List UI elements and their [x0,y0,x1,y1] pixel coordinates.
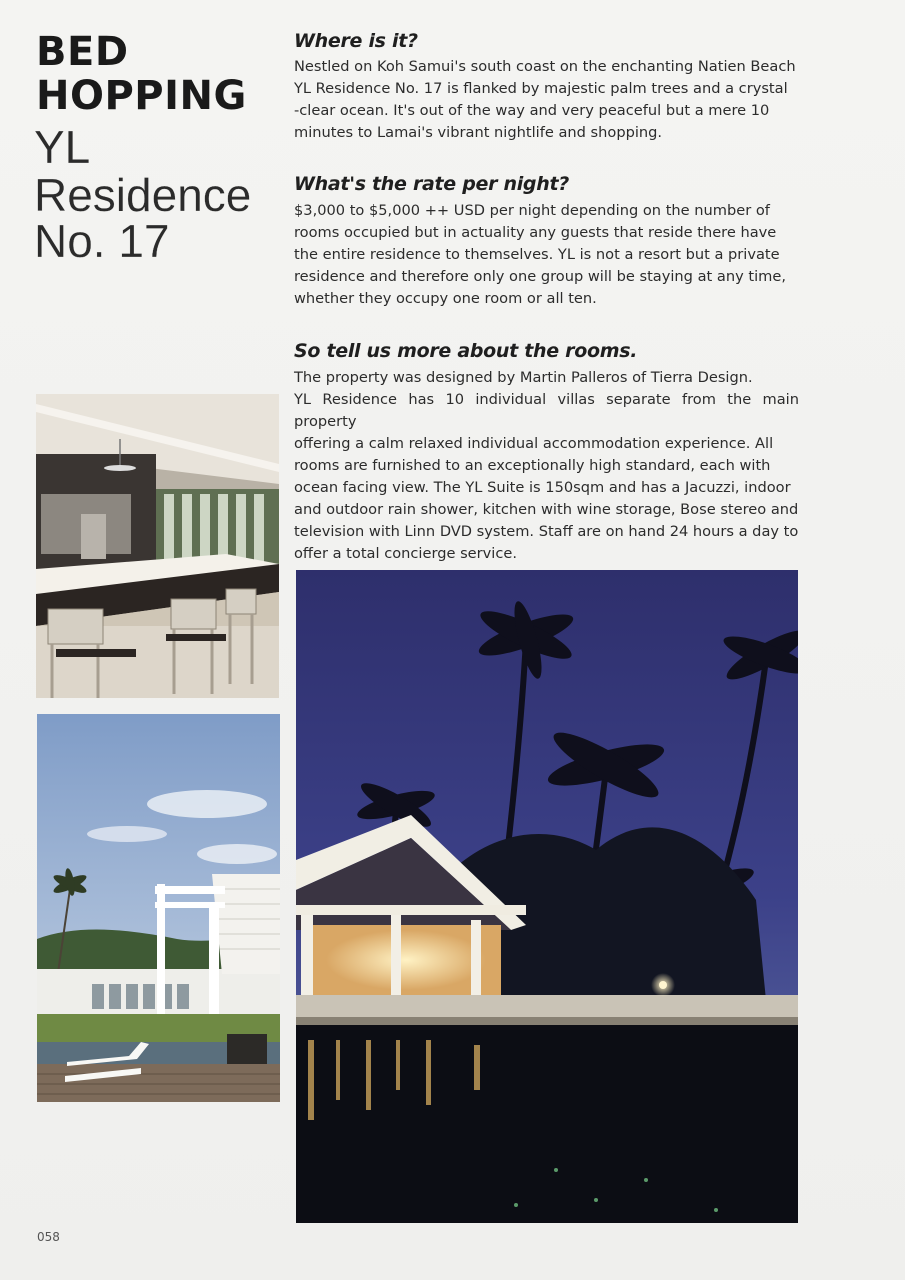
body-line: minutes to Lamai's vibrant nightlife and shopping. [294,124,663,141]
body-line: YL Residence has 10 individual villas separate from the main property [294,391,799,430]
body-line: YL Residence No. 17 is flanked by majestic palm trees and a crystal [294,80,788,97]
headline-residence: Residence [34,169,252,221]
headline-yl: YL [34,121,91,173]
photo-exterior-deck [37,714,280,1102]
section-body-where [294,56,799,144]
section-body-rooms [294,367,799,565]
body-line: The property was designed by Martin Palleros of Tierra Design. [294,369,753,386]
photo-interior-bar [36,394,279,698]
body-line: -clear ocean. It's out of the way and very peaceful but a mere 10 [294,102,770,119]
page-number: 058 [37,1230,60,1244]
section-heading-rate: What's the rate per night? [294,173,569,195]
section-heading-rooms: So tell us more about the rooms. [294,340,638,362]
body-line: offer a total concierge service. [294,545,517,562]
body-line: whether they occupy one room or all ten. [294,290,597,307]
body-line: ocean facing view. The YL Suite is 150sqm and has a Jacuzzi, indoor [294,479,791,496]
body-line: and outdoor rain shower, kitchen with wine storage, Bose stereo and [294,501,799,518]
body-line: Nestled on Koh Samui's south coast on the enchanting Natien Beach [294,58,796,75]
body-line: the entire residence to themselves. YL is not a resort but a private [294,246,780,263]
body-line: $3,000 to $5,000 ++ USD per night depending on the number of [294,202,770,219]
body-line: rooms are furnished to an exceptionally high standard, each with [294,457,771,474]
body-line: offering a calm relaxed individual accommodation experience. All [294,435,774,452]
body-line: television with Linn DVD system. Staff are on hand 24 hours a day to [294,523,799,540]
body-line: rooms occupied but in actuality any guests that reside there have [294,224,777,241]
photo-night-villa [296,570,798,1223]
section-heading-where: Where is it? [294,30,418,52]
section-body-rate [294,200,799,310]
headline-hopping: HOPPING [36,73,247,119]
headline-number: No. 17 [34,215,170,267]
headline-bed: BED [36,29,129,75]
body-line: residence and therefore only one group will be staying at any time, [294,268,786,285]
